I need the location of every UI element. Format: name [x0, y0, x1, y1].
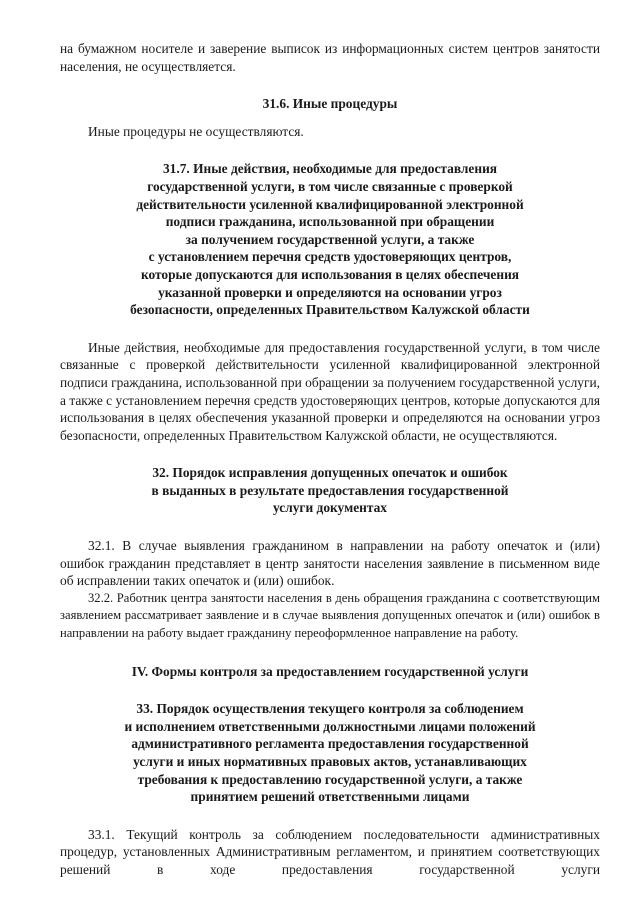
section-31-6-body: Иные процедуры не осуществляются. [88, 123, 304, 139]
section-IV-title: IV. Формы контроля за предоставлением государственной услуги [131, 663, 529, 679]
heading-line: услуги и иных нормативных правовых актов, устанавливающих [133, 754, 527, 769]
heading-line: государственной услуги, в том числе связанные с проверкой [147, 178, 513, 194]
section-33-title [60, 700, 600, 806]
heading-line: требования к предоставлению государственной услуги, а также [137, 771, 523, 787]
heading-line: в выданных в результате предоставления государственной [151, 482, 509, 498]
section-31-6-title: 31.6. Иные процедуры [262, 96, 398, 112]
section-32-1-paragraph: 32.1. В случае выявления гражданином в направлении на работу опечаток и (или) ошибок гражданин представляет в центр занятости населения заявление в письменном виде об исправлении таких опечаток и (или) ошибок. [60, 538, 600, 589]
heading-line: и исполнением ответственными должностными лицами положений [124, 718, 536, 734]
section-32-title [60, 464, 600, 517]
heading-line: безопасности, определенных Правительством Калужской области [130, 302, 530, 318]
heading-line: подписи гражданина, использованной при обращении [165, 214, 495, 230]
document-page [60, 40, 600, 879]
heading-line: услуги документах [272, 500, 387, 516]
section-31-7-title [60, 160, 600, 318]
heading-line: 31.7. Иные действия, необходимые для предоставления [162, 161, 498, 177]
heading-line: 32. Порядок исправления допущенных опечаток и ошибок [152, 465, 508, 481]
heading-line: с установлением перечня средств удостоверяющих центров, [148, 249, 512, 265]
heading-line: 33. Порядок осуществления текущего контроля за соблюдением [136, 701, 524, 717]
heading-line: указанной проверки и определяются на основании угроз [158, 284, 502, 300]
heading-line: административного регламента предоставления государственной [131, 736, 529, 752]
heading-line: действительности усиленной квалифицированной электронной [136, 196, 524, 212]
intro-paragraph: на бумажном носителе и заверение выписок из информационных систем центров занятости населения, не осуществляется. [60, 41, 600, 74]
heading-line: принятием решений ответственными лицами [190, 789, 470, 805]
heading-line: за получением государственной услуги, а также [185, 231, 475, 247]
section-33-1-paragraph: 33.1. Текущий контроль за соблюдением последовательности административных процедур, установленных Административным регламентом, и принятием соответствующих решений в ходе предоставления государственной услуги [60, 826, 600, 877]
heading-line: которые допускаются для использования в целях обеспечения [140, 266, 520, 282]
section-32-2-paragraph: 32.2. Работник центра занятости населения в день обращения гражданина с соответствующим заявлением рассматривает заявление и в случае выявления допущенных опечаток и (или) ошибок в направлении на работу выдает гражданину переоформленное направление на работу. [60, 590, 600, 641]
section-31-7-body: Иные действия, необходимые для предоставления государственной услуги, в том числе связанные с проверкой действительности усиленной квалифицированной электронной подписи гражданина, использованной при обращении за получением государственной услуги, а также с установлением перечня средств удостоверяющих центров, которые допускаются для использования в целях обеспечения указанной проверки и определяются на основании угроз безопасности, определенных Правительством Калужской области, не осуществляются. [60, 339, 600, 443]
